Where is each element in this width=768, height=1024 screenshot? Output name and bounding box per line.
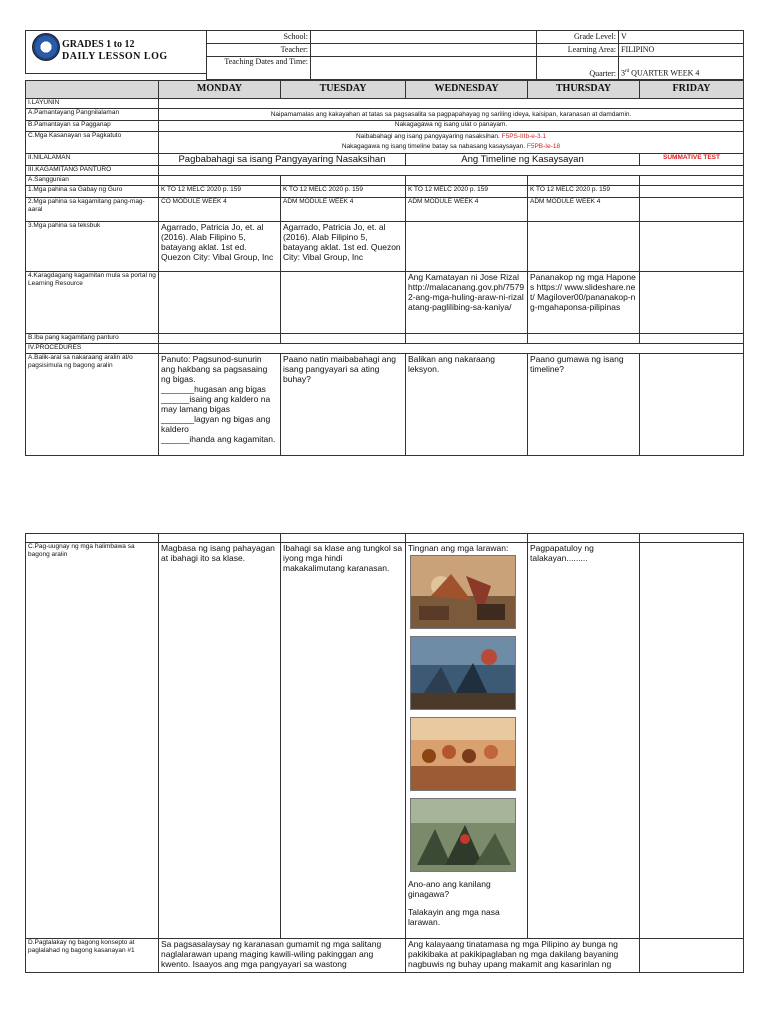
nilalaman-wed-thu: Ang Timeline ng Kasaysayan	[406, 154, 640, 166]
halimbawa-thursday: Pagpapatuloy ng talakayan.........	[528, 543, 640, 939]
teksbuk-label: 3.Mga pahina sa teksbuk	[26, 222, 159, 272]
balik-monday: Panuto: Pagsunod-sunurin ang hakbang sa pagsasaing ng bigas. _______hugasan ang bigas ______isaing ang kaldero na may lamang bigas _______lagyan ng bigas ang kaldero ______ihanda ang kagamitan.	[159, 354, 281, 456]
header-info-table	[206, 30, 744, 80]
iba-label: B.Iba pang kagamitang panturo	[26, 334, 159, 344]
doc-title-line2: DAILY LESSON LOG	[62, 51, 168, 62]
painting-battle-2-icon	[410, 636, 516, 710]
day-friday: FRIDAY	[640, 81, 744, 99]
doc-title-line1: GRADES 1 to 12	[62, 39, 135, 50]
halimbawa-tuesday: Ibahagi sa klase ang tungkol sa iyong mga hindi makakalimutang karanasan.	[281, 543, 406, 939]
grade-label: Grade Level:	[537, 31, 619, 44]
gabay-tuesday: K TO 12 MELC 2020 p. 159	[281, 186, 406, 198]
quarter-value[interactable]: 3rd QUARTER WEEK 4	[619, 57, 744, 80]
lesson-log-table-page2	[25, 533, 744, 973]
pangnilalaman-label: A.Pamantayang Pangnilalaman	[26, 109, 159, 121]
pagganap-text: Nakagagawa ng isang ulat o panayam.	[159, 121, 744, 132]
day-thursday: THURSDAY	[528, 81, 640, 99]
day-monday: MONDAY	[159, 81, 281, 99]
lr-label: 4.Karagdagang kagamitan mula sa portal ng Learning Resource	[26, 272, 159, 334]
konsepto-wed-thu: Ang kalayaang tinatamasa ng mga Pilipino ay bunga ng pakikibaka at pakikipaglaban ng mga dakilang bayaning nagbuwis ng buhay upang makamit ang kasarinlan ng	[406, 939, 640, 973]
layunin-label: I.LAYUNIN	[26, 99, 159, 109]
lesson-log-table-page1	[25, 80, 744, 456]
kagamitan-wednesday: ADM MODULE WEEK 4	[406, 198, 528, 222]
balik-wednesday: Balikan ang nakaraang leksyon.	[406, 354, 528, 456]
kagamitan-mag-label: 2.Mga pahina sa kagamitang pang-mag-aaral	[26, 198, 159, 222]
procedures-label: IV.PROCEDURES	[26, 344, 159, 354]
teacher-value[interactable]	[311, 44, 537, 57]
day-tuesday: TUESDAY	[281, 81, 406, 99]
kagamitan-label: III.KAGAMITANG PANTURO	[26, 166, 159, 176]
kasanayan-text: Naibabahagi ang isang pangyayaring nasaksihan. F5PS-IIIb-e-3.1 Nakagagawa ng isang timeline batay sa nabasang kasaysayan. F5PB-Ie-18	[159, 132, 744, 154]
kagamitan-monday: CO MODULE WEEK 4	[159, 198, 281, 222]
painting-crowd-3-icon	[410, 717, 516, 791]
dates-value[interactable]	[311, 57, 537, 80]
header-logo-block	[25, 30, 207, 74]
teksbuk-monday: Agarrado, Patricia Jo, et. al (2016). Alab Filipino 5, batayang aklat. 1st ed. Quezon City: Vibal Group, Inc	[159, 222, 281, 272]
kasanayan-label: C.Mga Kasanayan sa Pagkatuto	[26, 132, 159, 154]
deped-seal-logo-icon	[32, 33, 60, 61]
blank-head	[26, 81, 159, 99]
gabay-wednesday: K TO 12 MELC 2020 p. 159	[406, 186, 528, 198]
lr-thursday: Pananakop ng mga Hapones https:// www.slideshare.net/ Magilover00/pananakop-ng-mgahaponsa-pilipinas	[528, 272, 640, 334]
balik-tuesday: Paano natin maibabahagi ang isang pangyayari sa ating buhay?	[281, 354, 406, 456]
quarter-label: Quarter:	[537, 57, 619, 80]
day-wednesday: WEDNESDAY	[406, 81, 528, 99]
grade-value[interactable]: V	[619, 31, 744, 44]
konsepto-mon-tue: Sa pagsasalaysay ng karanasan gumamit ng mga salitang naglalarawan upang maging kawili-wiling pakinggan ang kwento. Isaayos ang mga pangyayari sa wastong	[159, 939, 406, 973]
dates-label: Teaching Dates and Time:	[207, 57, 311, 80]
nilalaman-label: II.NILALAMAN	[26, 154, 159, 166]
gabay-thursday: K TO 12 MELC 2020 p. 159	[528, 186, 640, 198]
pangnilalaman-text: Naipamamalas ang kakayahan at tatas sa pagsasalita sa pagpapahayag ng sariling ideya, kaisipan, karanasan at damdamin.	[159, 109, 744, 121]
painting-battle-4-icon	[410, 798, 516, 872]
nilalaman-friday: SUMMATIVE TEST	[640, 154, 744, 166]
kagamitan-thursday: ADM MODULE WEEK 4	[528, 198, 640, 222]
balik-thursday: Paano gumawa ng isang timeline?	[528, 354, 640, 456]
halimbawa-monday: Magbasa ng isang pahayagan at ibahagi ito sa klase.	[159, 543, 281, 939]
sanggunian-label: A.Sanggunian	[26, 176, 159, 186]
konsepto-label: D.Pagtalakay ng bagong konsepto at paglalahad ng bagong kasanayan #1	[26, 939, 159, 973]
teksbuk-tuesday: Agarrado, Patricia Jo, et. al (2016). Alab Filipino 5, batayang aklat. 1st ed. Quezon City: Vibal Group, Inc	[281, 222, 406, 272]
area-value[interactable]: FILIPINO	[619, 44, 744, 57]
gabay-monday: K TO 12 MELC 2020 p. 159	[159, 186, 281, 198]
lr-wednesday: Ang Kamatayan ni Jose Rizal http://malacanang.gov.ph/75792-ang-mga-huling-araw-ni-rizalatang-paglilibing-sa-kaniya/	[406, 272, 528, 334]
halimbawa-wednesday: Tingnan ang mga larawan: Ano-ano ang kanilang ginagawa? Talakayin ang mga nasa larawan.	[406, 543, 528, 939]
school-label: School:	[207, 31, 311, 44]
school-value[interactable]	[311, 31, 537, 44]
halimbawa-label: C.Pag-uugnay ng mga halimbawa sa bagong aralin	[26, 543, 159, 939]
painting-battle-1-icon	[410, 555, 516, 629]
kasanayan-code1: F5PS-IIIb-e-3.1	[501, 133, 547, 140]
kagamitan-tuesday: ADM MODULE WEEK 4	[281, 198, 406, 222]
balik-label: A.Balik-aral sa nakaraang aralin at/o pagsisimula ng bagong aralin	[26, 354, 159, 456]
gabay-label: 1.Mga pahina sa Gabay ng Guro	[26, 186, 159, 198]
nilalaman-mon-tue: Pagbabahagi sa isang Pangyayaring Nasaksihan	[159, 154, 406, 166]
area-label: Learning Area:	[537, 44, 619, 57]
teacher-label: Teacher:	[207, 44, 311, 57]
kasanayan-code2: F5PB-Ie-18	[526, 143, 561, 150]
pagganap-label: B.Pamantayan sa Pagganap	[26, 121, 159, 132]
